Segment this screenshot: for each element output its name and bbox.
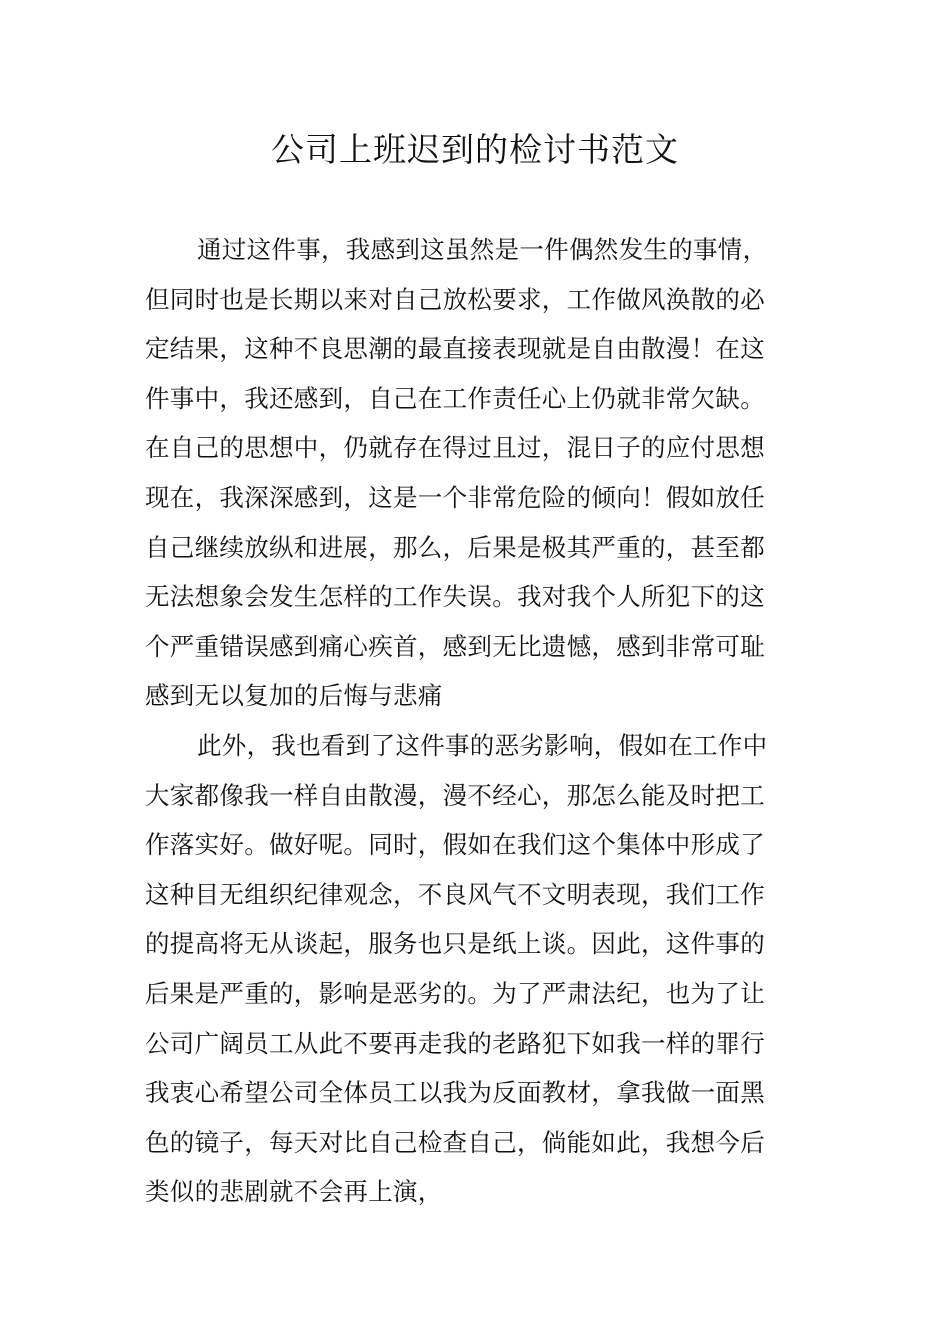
- paragraph-1-line: 自己继续放纵和进展，那么，后果是极其严重的，甚至都: [145, 532, 765, 562]
- paragraph-2-line: 的提高将无从谈起，服务也只是纸上谈。因此，这件事的: [145, 929, 765, 959]
- paragraph-2-line: 后果是严重的，影响是恶劣的。为了严肃法纪，也为了让: [145, 978, 765, 1008]
- paragraph-1-line: 现在，我深深感到，这是一个非常危险的倾向！假如放任: [145, 482, 765, 512]
- paragraph-2-line: 类似的悲剧就不会再上演，: [145, 1177, 443, 1207]
- paragraph-1-line: 感到无以复加的后悔与悲痛: [145, 681, 443, 711]
- document-title: 公司上班迟到的检讨书范文: [271, 130, 679, 169]
- paragraph-1-line: 但同时也是长期以来对自己放松要求，工作做风涣散的必: [145, 284, 765, 314]
- paragraph-1-line: 个严重错误感到痛心疾首，感到无比遗憾，感到非常可耻: [145, 631, 765, 661]
- paragraph-2-line: 大家都像我一样自由散漫，漫不经心，那怎么能及时把工: [145, 780, 765, 810]
- paragraph-1-line: 件事中，我还感到，自己在工作责任心上仍就非常欠缺。: [145, 383, 765, 413]
- paragraph-1-line: 无法想象会发生怎样的工作失误。我对我个人所犯下的这: [145, 582, 765, 612]
- paragraph-2-line: 公司广阔员工从此不要再走我的老路犯下如我一样的罪行: [145, 1028, 765, 1058]
- paragraph-2-line: 我衷心希望公司全体员工以我为反面教材，拿我做一面黑: [145, 1078, 765, 1108]
- paragraph-2-line: 这种目无组织纪律观念，不良风气不文明表现，我们工作: [145, 879, 765, 909]
- document-body: [145, 225, 810, 1217]
- paragraph-2-line: 色的镜子，每天对比自己检查自己，倘能如此，我想今后: [145, 1127, 765, 1157]
- paragraph-1-line: 通过这件事，我感到这虽然是一件偶然发生的事情，: [197, 235, 768, 264]
- paragraph-2-line: 此外，我也看到了这件事的恶劣影响，假如在工作中: [197, 730, 768, 760]
- paragraph-1-line: 定结果，这种不良思潮的最直接表现就是自由散漫！在这: [145, 334, 765, 364]
- paragraph-1-line: 在自己的思想中，仍就存在得过且过，混日子的应付思想: [145, 433, 765, 463]
- paragraph-2-line: 作落实好。做好呢。同时，假如在我们这个集体中形成了: [145, 830, 765, 860]
